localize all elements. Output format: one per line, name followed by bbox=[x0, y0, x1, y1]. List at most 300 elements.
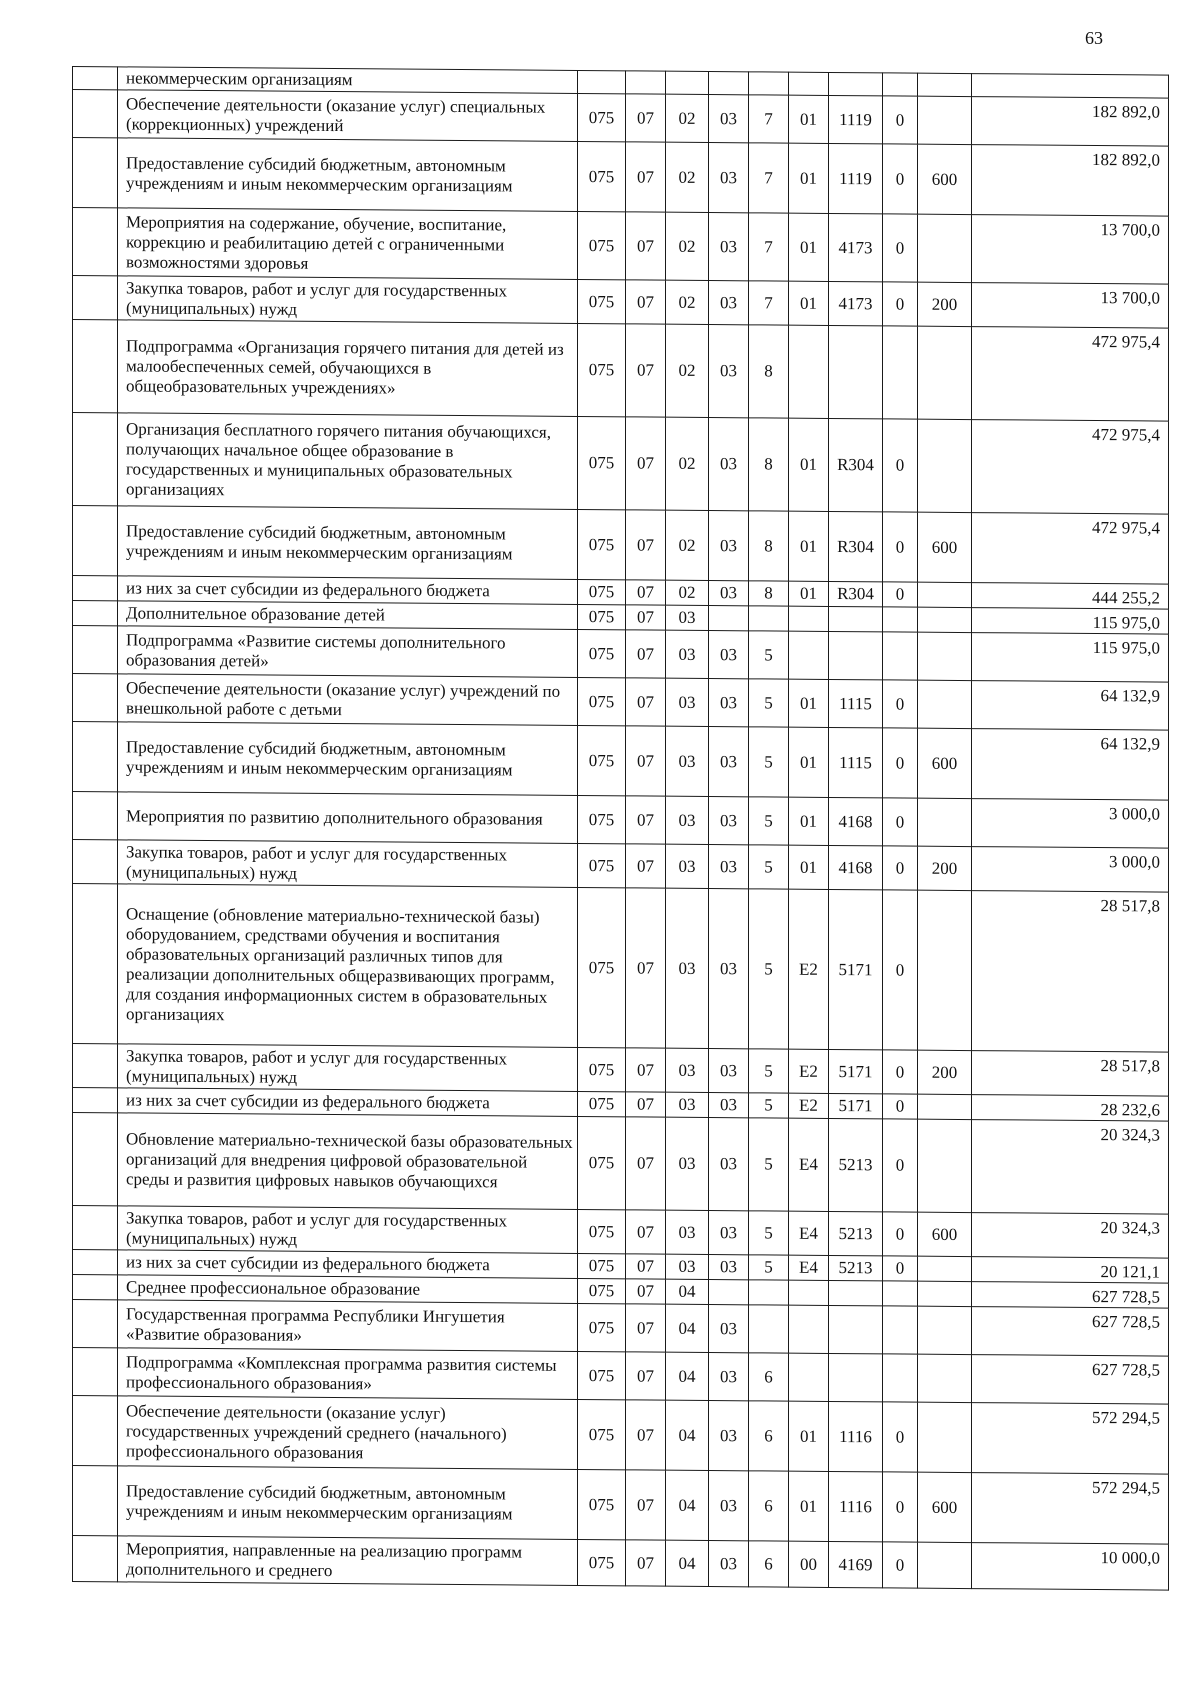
section-code-cell: 07 bbox=[626, 417, 666, 510]
main-event-code-cell: 01 bbox=[789, 797, 829, 845]
direction-code-cell bbox=[829, 606, 883, 631]
extra-code-cell: 0 bbox=[883, 282, 918, 326]
program-code-cell: 03 bbox=[709, 1540, 749, 1586]
direction-code-cell bbox=[829, 631, 883, 679]
direction-code-cell: 1119 bbox=[829, 143, 883, 213]
extra-code-cell: 0 bbox=[883, 1472, 918, 1542]
amount-cell: 472 975,4 bbox=[972, 513, 1169, 585]
subsection-code-cell: 03 bbox=[666, 1117, 709, 1210]
expense-type-code-cell bbox=[918, 214, 972, 282]
amount-cell: 20 324,3 bbox=[972, 1213, 1169, 1259]
main-event-code-cell: E4 bbox=[789, 1118, 829, 1211]
ministry-code-cell: 075 bbox=[578, 1253, 626, 1278]
extra-code-cell: 0 bbox=[883, 890, 918, 1050]
section-code-cell: 07 bbox=[626, 580, 666, 605]
expense-type-code-cell bbox=[918, 680, 972, 728]
subsection-code-cell: 02 bbox=[666, 142, 709, 212]
section-code-cell: 07 bbox=[626, 1352, 666, 1400]
main-event-code-cell bbox=[789, 606, 829, 631]
row-name-cell: Предоставление субсидий бюджетным, автономным учреждениям и иным некоммерческим организациям bbox=[118, 722, 578, 796]
ministry-code-cell: 075 bbox=[578, 1351, 626, 1399]
row-name-cell: Среднее профессиональное образование bbox=[118, 1275, 578, 1304]
row-margin-cell bbox=[73, 90, 118, 138]
program-code-cell bbox=[709, 605, 749, 630]
amount-cell: 572 294,5 bbox=[972, 1473, 1169, 1545]
amount-cell: 472 975,4 bbox=[972, 420, 1169, 515]
section-code-cell: 07 bbox=[626, 1304, 666, 1352]
amount-cell bbox=[972, 74, 1169, 99]
expense-type-code-cell bbox=[918, 890, 972, 1050]
section-code-cell: 07 bbox=[626, 1540, 666, 1586]
subprogram-code-cell: 5 bbox=[749, 797, 789, 845]
amount-cell: 472 975,4 bbox=[972, 327, 1169, 422]
subprogram-code-cell: 5 bbox=[749, 679, 789, 727]
row-name-cell: Подпрограмма «Организация горячего питания для детей из малообеспеченных семей, обучающихся в общеобразовательных учреждениях» bbox=[118, 320, 578, 417]
expense-type-code-cell: 600 bbox=[918, 728, 972, 798]
row-name-cell: Организация бесплатного горячего питания обучающихся, получающих начальное общее образование в государственных и муниципальных образовательных организациях bbox=[118, 413, 578, 510]
row-name-cell: Мероприятия, направленные на реализацию программ дополнительного и среднего bbox=[118, 1536, 578, 1586]
subprogram-code-cell: 5 bbox=[749, 845, 789, 889]
table-row bbox=[73, 1466, 1169, 1545]
table-row bbox=[73, 90, 1169, 147]
amount-cell: 20 121,1 bbox=[972, 1257, 1169, 1284]
main-event-code-cell: 01 bbox=[789, 511, 829, 581]
row-margin-cell bbox=[73, 722, 118, 792]
table-row bbox=[73, 626, 1169, 683]
main-event-code-cell: E2 bbox=[789, 1049, 829, 1093]
extra-code-cell: 0 bbox=[883, 1050, 918, 1094]
direction-code-cell: 4173 bbox=[829, 213, 883, 281]
direction-code-cell: 5213 bbox=[829, 1255, 883, 1280]
section-code-cell: 07 bbox=[626, 94, 666, 142]
subprogram-code-cell: 5 bbox=[749, 1211, 789, 1255]
main-event-code-cell: E4 bbox=[789, 1211, 829, 1255]
row-name-cell: из них за счет субсидии из федерального бюджета bbox=[118, 1250, 578, 1279]
subprogram-code-cell: 7 bbox=[749, 95, 789, 143]
ministry-code-cell: 075 bbox=[578, 1469, 626, 1539]
row-margin-cell bbox=[73, 1250, 118, 1275]
subprogram-code-cell: 5 bbox=[749, 1255, 789, 1280]
expense-type-code-cell bbox=[918, 1354, 972, 1402]
subprogram-code-cell: 5 bbox=[749, 631, 789, 679]
amount-cell: 182 892,0 bbox=[972, 97, 1169, 147]
subsection-code-cell: 02 bbox=[666, 324, 709, 417]
program-code-cell: 03 bbox=[709, 212, 749, 280]
amount-cell: 13 700,0 bbox=[972, 283, 1169, 329]
ministry-code-cell: 075 bbox=[578, 843, 626, 887]
row-name-cell: Предоставление субсидий бюджетным, автономным учреждениям и иным некоммерческим организациям bbox=[118, 138, 578, 212]
subsection-code-cell: 03 bbox=[666, 605, 709, 630]
extra-code-cell: 0 bbox=[883, 680, 918, 728]
table-row bbox=[73, 1396, 1169, 1475]
section-code-cell: 07 bbox=[626, 212, 666, 280]
expense-type-code-cell bbox=[918, 326, 972, 419]
row-name-cell: Предоставление субсидий бюджетным, автономным учреждениям и иным некоммерческим организациям bbox=[118, 1466, 578, 1540]
program-code-cell: 03 bbox=[709, 1400, 749, 1470]
amount-cell: 28 517,8 bbox=[972, 891, 1169, 1053]
section-code-cell: 07 bbox=[626, 888, 666, 1048]
row-name-cell: Мероприятия на содержание, обучение, воспитание, коррекцию и реабилитацию детей с ограниченными возможностями здоровья bbox=[118, 208, 578, 280]
section-code-cell: 07 bbox=[626, 844, 666, 888]
amount-cell: 10 000,0 bbox=[972, 1543, 1169, 1591]
subprogram-code-cell bbox=[749, 1280, 789, 1305]
subsection-code-cell: 03 bbox=[666, 630, 709, 678]
ministry-code-cell: 075 bbox=[578, 604, 626, 629]
amount-cell: 28 517,8 bbox=[972, 1051, 1169, 1097]
extra-code-cell: 0 bbox=[883, 144, 918, 214]
extra-code-cell bbox=[883, 73, 918, 96]
subsection-code-cell: 02 bbox=[666, 580, 709, 605]
ministry-code-cell: 075 bbox=[578, 1539, 626, 1585]
row-name-cell: некоммерческим организациям bbox=[118, 67, 578, 94]
main-event-code-cell: 01 bbox=[789, 727, 829, 797]
expense-type-code-cell bbox=[918, 1119, 972, 1212]
expense-type-code-cell bbox=[918, 96, 972, 144]
amount-cell: 115 975,0 bbox=[972, 608, 1169, 635]
row-margin-cell bbox=[73, 1396, 118, 1466]
section-code-cell: 07 bbox=[626, 1117, 666, 1210]
row-name-cell: Обновление материально-технической базы образовательных организаций для внедрения цифровой образовательной среды и развития цифровых навыков обучающихся bbox=[118, 1113, 578, 1210]
expense-type-code-cell bbox=[918, 582, 972, 607]
extra-code-cell: 0 bbox=[883, 1119, 918, 1212]
amount-cell: 444 255,2 bbox=[972, 583, 1169, 610]
row-margin-cell bbox=[73, 1348, 118, 1396]
subsection-code-cell: 02 bbox=[666, 212, 709, 280]
section-code-cell: 07 bbox=[626, 1048, 666, 1092]
program-code-cell: 03 bbox=[709, 280, 749, 324]
direction-code-cell: 1119 bbox=[829, 95, 883, 143]
direction-code-cell: 4173 bbox=[829, 281, 883, 325]
program-code-cell bbox=[709, 1279, 749, 1304]
main-event-code-cell: 00 bbox=[789, 1541, 829, 1587]
subprogram-code-cell: 6 bbox=[749, 1353, 789, 1401]
subsection-code-cell: 02 bbox=[666, 280, 709, 324]
row-margin-cell bbox=[73, 601, 118, 626]
ministry-code-cell: 075 bbox=[578, 1303, 626, 1351]
budget-table-body bbox=[73, 67, 1169, 1591]
table-row bbox=[73, 1300, 1169, 1357]
program-code-cell: 03 bbox=[709, 844, 749, 888]
expense-type-code-cell: 200 bbox=[918, 1050, 972, 1094]
amount-cell: 627 728,5 bbox=[972, 1355, 1169, 1405]
extra-code-cell: 0 bbox=[883, 214, 918, 282]
expense-type-code-cell bbox=[918, 607, 972, 632]
expense-type-code-cell bbox=[918, 798, 972, 846]
expense-type-code-cell bbox=[918, 1402, 972, 1472]
program-code-cell: 03 bbox=[709, 1048, 749, 1092]
table-row bbox=[73, 1536, 1169, 1591]
main-event-code-cell bbox=[789, 1305, 829, 1353]
direction-code-cell: 5213 bbox=[829, 1118, 883, 1211]
row-margin-cell bbox=[73, 1113, 118, 1206]
direction-code-cell: R304 bbox=[829, 581, 883, 606]
row-name-cell: Мероприятия по развитию дополнительного образования bbox=[118, 792, 578, 844]
main-event-code-cell: 01 bbox=[789, 845, 829, 889]
main-event-code-cell: E2 bbox=[789, 889, 829, 1049]
program-code-cell: 03 bbox=[709, 888, 749, 1048]
table-row bbox=[73, 722, 1169, 801]
amount-cell: 3 000,0 bbox=[972, 847, 1169, 893]
subsection-code-cell bbox=[666, 71, 709, 94]
direction-code-cell bbox=[829, 1305, 883, 1353]
section-code-cell: 07 bbox=[626, 605, 666, 630]
subprogram-code-cell: 6 bbox=[749, 1541, 789, 1587]
row-name-cell: Государственная программа Республики Ингушетия «Развитие образования» bbox=[118, 1300, 578, 1352]
subsection-code-cell: 04 bbox=[666, 1352, 709, 1400]
subsection-code-cell: 04 bbox=[666, 1540, 709, 1586]
amount-cell: 627 728,5 bbox=[972, 1307, 1169, 1357]
ministry-code-cell: 075 bbox=[578, 1209, 626, 1253]
ministry-code-cell: 075 bbox=[578, 323, 626, 416]
amount-cell: 572 294,5 bbox=[972, 1403, 1169, 1475]
row-name-cell: Предоставление субсидий бюджетным, автономным учреждениям и иным некоммерческим организациям bbox=[118, 506, 578, 580]
subsection-code-cell: 03 bbox=[666, 1210, 709, 1254]
direction-code-cell: 5171 bbox=[829, 1093, 883, 1118]
row-margin-cell bbox=[73, 840, 118, 884]
expense-type-code-cell: 600 bbox=[918, 512, 972, 582]
main-event-code-cell bbox=[789, 631, 829, 679]
amount-cell: 64 132,9 bbox=[972, 681, 1169, 731]
main-event-code-cell: 01 bbox=[789, 1401, 829, 1471]
table-row bbox=[73, 1113, 1169, 1215]
section-code-cell: 07 bbox=[626, 510, 666, 580]
expense-type-code-cell bbox=[918, 419, 972, 512]
ministry-code-cell: 075 bbox=[578, 1116, 626, 1209]
table-row bbox=[73, 674, 1169, 731]
row-margin-cell bbox=[73, 276, 118, 320]
direction-code-cell: 1116 bbox=[829, 1471, 883, 1541]
extra-code-cell: 0 bbox=[883, 1402, 918, 1472]
ministry-code-cell: 075 bbox=[578, 579, 626, 604]
subsection-code-cell: 04 bbox=[666, 1400, 709, 1470]
main-event-code-cell: E4 bbox=[789, 1255, 829, 1280]
subprogram-code-cell bbox=[749, 606, 789, 631]
program-code-cell: 03 bbox=[709, 324, 749, 417]
section-code-cell: 07 bbox=[626, 324, 666, 417]
row-name-cell: Обеспечение деятельности (оказание услуг) государственных учреждений среднего (начального) профессионального образования bbox=[118, 1396, 578, 1470]
program-code-cell: 03 bbox=[709, 1117, 749, 1210]
row-name-cell: Закупка товаров, работ и услуг для государственных (муниципальных) нужд bbox=[118, 1206, 578, 1254]
ministry-code-cell bbox=[578, 70, 626, 93]
extra-code-cell: 0 bbox=[883, 1094, 918, 1119]
row-name-cell: Подпрограмма «Развитие системы дополнительного образования детей» bbox=[118, 626, 578, 678]
subprogram-code-cell: 8 bbox=[749, 418, 789, 511]
expense-type-code-cell: 200 bbox=[918, 282, 972, 326]
subprogram-code-cell: 6 bbox=[749, 1471, 789, 1541]
extra-code-cell: 0 bbox=[883, 512, 918, 582]
row-margin-cell bbox=[73, 1206, 118, 1250]
row-margin-cell bbox=[73, 413, 118, 506]
subprogram-code-cell: 7 bbox=[749, 143, 789, 213]
row-margin-cell bbox=[73, 792, 118, 840]
table-row bbox=[73, 413, 1169, 515]
subsection-code-cell: 02 bbox=[666, 510, 709, 580]
table-row bbox=[73, 320, 1169, 422]
amount-cell: 627 728,5 bbox=[972, 1282, 1169, 1309]
direction-code-cell: R304 bbox=[829, 418, 883, 511]
program-code-cell: 03 bbox=[709, 1304, 749, 1352]
row-margin-cell bbox=[73, 674, 118, 722]
ministry-code-cell: 075 bbox=[578, 725, 626, 795]
row-margin-cell bbox=[73, 67, 118, 90]
extra-code-cell bbox=[883, 1306, 918, 1354]
row-margin-cell bbox=[73, 884, 118, 1044]
expense-type-code-cell bbox=[918, 632, 972, 680]
direction-code-cell bbox=[829, 325, 883, 418]
row-name-cell: из них за счет субсидии из федерального бюджета bbox=[118, 1088, 578, 1117]
program-code-cell: 03 bbox=[709, 796, 749, 844]
extra-code-cell bbox=[883, 1354, 918, 1402]
subsection-code-cell: 03 bbox=[666, 888, 709, 1048]
extra-code-cell: 0 bbox=[883, 419, 918, 512]
extra-code-cell: 0 bbox=[883, 798, 918, 846]
program-code-cell: 03 bbox=[709, 94, 749, 142]
section-code-cell: 07 bbox=[626, 280, 666, 324]
amount-cell: 182 892,0 bbox=[972, 145, 1169, 217]
row-name-cell: Подпрограмма «Комплексная программа развития системы профессионального образования» bbox=[118, 1348, 578, 1400]
expense-type-code-cell bbox=[918, 1094, 972, 1119]
subprogram-code-cell: 5 bbox=[749, 1049, 789, 1093]
amount-cell: 3 000,0 bbox=[972, 799, 1169, 849]
row-margin-cell bbox=[73, 138, 118, 208]
ministry-code-cell: 075 bbox=[578, 279, 626, 323]
main-event-code-cell: 01 bbox=[789, 213, 829, 281]
direction-code-cell: 5171 bbox=[829, 1049, 883, 1093]
budget-table-container bbox=[72, 66, 1168, 1591]
subprogram-code-cell: 7 bbox=[749, 281, 789, 325]
amount-cell: 13 700,0 bbox=[972, 215, 1169, 285]
main-event-code-cell: 01 bbox=[789, 679, 829, 727]
main-event-code-cell: 01 bbox=[789, 1471, 829, 1541]
subsection-code-cell: 03 bbox=[666, 796, 709, 844]
main-event-code-cell: E2 bbox=[789, 1093, 829, 1118]
page-number: 63 bbox=[1085, 28, 1103, 48]
row-name-cell: из них за счет субсидии из федерального бюджета bbox=[118, 576, 578, 605]
amount-cell: 64 132,9 bbox=[972, 729, 1169, 801]
section-code-cell: 07 bbox=[626, 1092, 666, 1117]
subsection-code-cell: 04 bbox=[666, 1279, 709, 1304]
section-code-cell: 07 bbox=[626, 1279, 666, 1304]
row-name-cell: Закупка товаров, работ и услуг для государственных (муниципальных) нужд bbox=[118, 276, 578, 324]
row-margin-cell bbox=[73, 1275, 118, 1300]
ministry-code-cell: 075 bbox=[578, 416, 626, 509]
section-code-cell: 07 bbox=[626, 630, 666, 678]
row-name-cell: Оснащение (обновление материально-технической базы) оборудованием, средствами обучения и воспитания образовательных организаций различных типов для реализации дополнительных общеразвивающих программ, для создания информационных систем в образовательных организациях bbox=[118, 884, 578, 1048]
program-code-cell: 03 bbox=[709, 580, 749, 605]
expense-type-code-cell bbox=[918, 1306, 972, 1354]
subsection-code-cell: 03 bbox=[666, 1092, 709, 1117]
ministry-code-cell: 075 bbox=[578, 1047, 626, 1091]
extra-code-cell: 0 bbox=[883, 846, 918, 890]
row-name-cell: Дополнительное образование детей bbox=[118, 601, 578, 630]
row-name-cell: Обеспечение деятельности (оказание услуг) специальных (коррекционных) учреждений bbox=[118, 90, 578, 142]
ministry-code-cell: 075 bbox=[578, 93, 626, 141]
expense-type-code-cell: 600 bbox=[918, 1212, 972, 1256]
section-code-cell: 07 bbox=[626, 1470, 666, 1540]
subprogram-code-cell: 7 bbox=[749, 213, 789, 281]
expense-type-code-cell bbox=[918, 1281, 972, 1306]
main-event-code-cell bbox=[789, 1353, 829, 1401]
amount-cell: 28 232,6 bbox=[972, 1095, 1169, 1122]
program-code-cell: 03 bbox=[709, 1470, 749, 1540]
row-margin-cell bbox=[73, 1300, 118, 1348]
subprogram-code-cell: 8 bbox=[749, 511, 789, 581]
expense-type-code-cell bbox=[918, 73, 972, 96]
main-event-code-cell: 01 bbox=[789, 418, 829, 511]
program-code-cell: 03 bbox=[709, 1092, 749, 1117]
main-event-code-cell bbox=[789, 1280, 829, 1305]
row-margin-cell bbox=[73, 208, 118, 276]
program-code-cell: 03 bbox=[709, 630, 749, 678]
expense-type-code-cell: 600 bbox=[918, 1472, 972, 1542]
row-margin-cell bbox=[73, 506, 118, 576]
row-name-cell: Обеспечение деятельности (оказание услуг) учреждений по внешкольной работе с детьми bbox=[118, 674, 578, 726]
ministry-code-cell: 075 bbox=[578, 1399, 626, 1469]
direction-code-cell: 1115 bbox=[829, 679, 883, 727]
program-code-cell: 03 bbox=[709, 1352, 749, 1400]
section-code-cell: 07 bbox=[626, 1210, 666, 1254]
main-event-code-cell: 01 bbox=[789, 281, 829, 325]
extra-code-cell bbox=[883, 326, 918, 419]
ministry-code-cell: 075 bbox=[578, 1278, 626, 1303]
program-code-cell bbox=[709, 71, 749, 94]
table-row bbox=[73, 792, 1169, 849]
extra-code-cell: 0 bbox=[883, 1212, 918, 1256]
program-code-cell: 03 bbox=[709, 1254, 749, 1279]
subprogram-code-cell: 5 bbox=[749, 727, 789, 797]
extra-code-cell: 0 bbox=[883, 1542, 918, 1588]
main-event-code-cell: 01 bbox=[789, 581, 829, 606]
amount-cell: 115 975,0 bbox=[972, 633, 1169, 683]
main-event-code-cell: 01 bbox=[789, 143, 829, 213]
extra-code-cell bbox=[883, 632, 918, 680]
main-event-code-cell: 01 bbox=[789, 95, 829, 143]
table-row bbox=[73, 1348, 1169, 1405]
row-margin-cell bbox=[73, 320, 118, 413]
ministry-code-cell: 075 bbox=[578, 211, 626, 279]
expense-type-code-cell: 600 bbox=[918, 144, 972, 214]
subsection-code-cell: 03 bbox=[666, 1254, 709, 1279]
table-row bbox=[73, 506, 1169, 585]
row-name-cell: Закупка товаров, работ и услуг для государственных (муниципальных) нужд bbox=[118, 840, 578, 888]
ministry-code-cell: 075 bbox=[578, 795, 626, 843]
extra-code-cell: 0 bbox=[883, 728, 918, 798]
subprogram-code-cell: 6 bbox=[749, 1401, 789, 1471]
extra-code-cell: 0 bbox=[883, 1256, 918, 1281]
subsection-code-cell: 03 bbox=[666, 1048, 709, 1092]
row-margin-cell bbox=[73, 1536, 118, 1582]
program-code-cell: 03 bbox=[709, 726, 749, 796]
section-code-cell: 07 bbox=[626, 796, 666, 844]
subsection-code-cell: 02 bbox=[666, 417, 709, 510]
direction-code-cell: R304 bbox=[829, 511, 883, 581]
program-code-cell: 03 bbox=[709, 510, 749, 580]
subsection-code-cell: 04 bbox=[666, 1304, 709, 1352]
ministry-code-cell: 075 bbox=[578, 629, 626, 677]
main-event-code-cell bbox=[789, 325, 829, 418]
expense-type-code-cell: 200 bbox=[918, 846, 972, 890]
direction-code-cell: 5171 bbox=[829, 889, 883, 1049]
row-margin-cell bbox=[73, 1466, 118, 1536]
direction-code-cell: 4169 bbox=[829, 1541, 883, 1587]
extra-code-cell: 0 bbox=[883, 582, 918, 607]
direction-code-cell: 1116 bbox=[829, 1401, 883, 1471]
row-margin-cell bbox=[73, 626, 118, 674]
program-code-cell: 03 bbox=[709, 678, 749, 726]
program-code-cell: 03 bbox=[709, 417, 749, 510]
extra-code-cell bbox=[883, 1281, 918, 1306]
subprogram-code-cell: 5 bbox=[749, 889, 789, 1049]
